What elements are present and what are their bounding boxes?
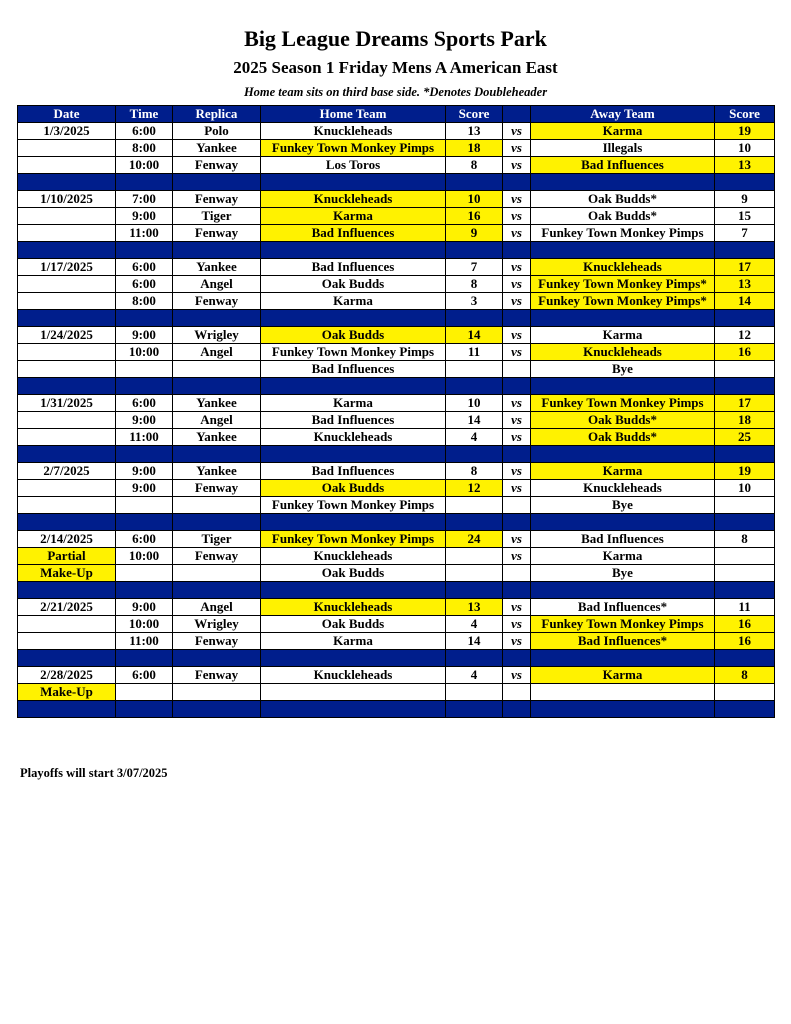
time-cell: [116, 497, 173, 514]
time-cell: 10:00: [116, 548, 173, 565]
away-team-cell: Funkey Town Monkey Pimps: [531, 395, 715, 412]
away-team-cell: Karma: [531, 667, 715, 684]
away-score-cell: 8: [715, 531, 775, 548]
game-row: [18, 191, 775, 208]
vs-cell: [503, 497, 531, 514]
home-score-cell: 10: [446, 191, 503, 208]
away-score-cell: 19: [715, 463, 775, 480]
home-team-cell: Knuckleheads: [261, 191, 446, 208]
date-cell: Partial: [18, 548, 116, 565]
home-team-cell: Funkey Town Monkey Pimps: [261, 497, 446, 514]
home-score-cell: [446, 548, 503, 565]
game-row: [18, 412, 775, 429]
game-row: [18, 633, 775, 650]
replica-cell: [173, 497, 261, 514]
home-score-cell: 4: [446, 429, 503, 446]
game-row: [18, 344, 775, 361]
vs-cell: vs: [503, 633, 531, 650]
date-cell: [18, 633, 116, 650]
replica-cell: Fenway: [173, 293, 261, 310]
game-row: [18, 599, 775, 616]
home-score-cell: 14: [446, 412, 503, 429]
date-cell: [18, 276, 116, 293]
replica-cell: Tiger: [173, 208, 261, 225]
date-cell: 1/17/2025: [18, 259, 116, 276]
date-cell: [18, 412, 116, 429]
home-score-cell: 7: [446, 259, 503, 276]
home-team-cell: Bad Influences: [261, 225, 446, 242]
away-team-cell: Bad Influences: [531, 531, 715, 548]
home-score-cell: 10: [446, 395, 503, 412]
time-cell: 9:00: [116, 327, 173, 344]
game-row: [18, 327, 775, 344]
home-team-cell: [261, 684, 446, 701]
replica-cell: [173, 361, 261, 378]
away-score-cell: 13: [715, 157, 775, 174]
away-score-cell: 19: [715, 123, 775, 140]
header-home-score: Score: [446, 106, 503, 123]
header-time: Time: [116, 106, 173, 123]
away-score-cell: 13: [715, 276, 775, 293]
date-cell: 1/3/2025: [18, 123, 116, 140]
header-replica: Replica: [173, 106, 261, 123]
game-row: [18, 463, 775, 480]
away-score-cell: 16: [715, 344, 775, 361]
away-team-cell: Bye: [531, 565, 715, 582]
away-team-cell: Funkey Town Monkey Pimps: [531, 225, 715, 242]
date-cell: [18, 616, 116, 633]
vs-cell: vs: [503, 191, 531, 208]
away-team-cell: Karma: [531, 463, 715, 480]
week-separator: [18, 514, 775, 531]
date-cell: 2/21/2025: [18, 599, 116, 616]
game-row: [18, 123, 775, 140]
time-cell: 11:00: [116, 429, 173, 446]
date-cell: [18, 208, 116, 225]
away-score-cell: 12: [715, 327, 775, 344]
header-home-team: Home Team: [261, 106, 446, 123]
away-team-cell: Karma: [531, 123, 715, 140]
schedule-note: Home team sits on third base side. *Denotes Doubleheader: [243, 85, 548, 99]
replica-cell: [173, 684, 261, 701]
home-score-cell: 13: [446, 599, 503, 616]
date-cell: [18, 140, 116, 157]
week-separator: [18, 242, 775, 259]
home-score-cell: 8: [446, 276, 503, 293]
away-team-cell: Funkey Town Monkey Pimps*: [531, 276, 715, 293]
home-score-cell: 11: [446, 344, 503, 361]
home-team-cell: Oak Budds: [261, 480, 446, 497]
home-score-cell: 4: [446, 667, 503, 684]
vs-cell: vs: [503, 412, 531, 429]
date-cell: Make-Up: [18, 684, 116, 701]
date-cell: [18, 480, 116, 497]
vs-cell: vs: [503, 395, 531, 412]
replica-cell: Fenway: [173, 548, 261, 565]
time-cell: [116, 684, 173, 701]
home-team-cell: Bad Influences: [261, 412, 446, 429]
away-team-cell: Knuckleheads: [531, 344, 715, 361]
home-score-cell: 18: [446, 140, 503, 157]
away-team-cell: Bye: [531, 361, 715, 378]
game-row: [18, 667, 775, 684]
away-team-cell: Bye: [531, 497, 715, 514]
home-score-cell: [446, 361, 503, 378]
vs-cell: vs: [503, 531, 531, 548]
game-row: [18, 395, 775, 412]
week-separator: [18, 378, 775, 395]
away-team-cell: Funkey Town Monkey Pimps: [531, 616, 715, 633]
game-row: [18, 429, 775, 446]
away-score-cell: 9: [715, 191, 775, 208]
home-team-cell: Funkey Town Monkey Pimps: [261, 140, 446, 157]
vs-cell: vs: [503, 276, 531, 293]
week-separator: [18, 174, 775, 191]
away-score-cell: [715, 565, 775, 582]
game-row: [18, 684, 775, 701]
home-score-cell: 8: [446, 463, 503, 480]
date-cell: [18, 293, 116, 310]
vs-cell: vs: [503, 429, 531, 446]
game-row: [18, 140, 775, 157]
away-score-cell: [715, 361, 775, 378]
header-vs: [503, 106, 531, 123]
game-row: [18, 480, 775, 497]
game-row: [18, 259, 775, 276]
time-cell: 7:00: [116, 191, 173, 208]
time-cell: 11:00: [116, 633, 173, 650]
away-team-cell: Funkey Town Monkey Pimps*: [531, 293, 715, 310]
home-score-cell: 16: [446, 208, 503, 225]
replica-cell: Fenway: [173, 667, 261, 684]
home-score-cell: [446, 565, 503, 582]
home-team-cell: Funkey Town Monkey Pimps: [261, 344, 446, 361]
schedule-table: [17, 105, 775, 718]
time-cell: 9:00: [116, 599, 173, 616]
game-row: [18, 361, 775, 378]
replica-cell: Fenway: [173, 480, 261, 497]
game-row: [18, 157, 775, 174]
week-separator: [18, 310, 775, 327]
home-score-cell: 4: [446, 616, 503, 633]
week-separator: [18, 582, 775, 599]
time-cell: 6:00: [116, 259, 173, 276]
time-cell: 9:00: [116, 208, 173, 225]
replica-cell: Yankee: [173, 463, 261, 480]
page-subtitle: 2025 Season 1 Friday Mens A American East: [233, 58, 558, 77]
time-cell: 11:00: [116, 225, 173, 242]
home-score-cell: 9: [446, 225, 503, 242]
page-title: Big League Dreams Sports Park: [244, 26, 547, 51]
away-team-cell: Bad Influences*: [531, 633, 715, 650]
away-score-cell: 16: [715, 633, 775, 650]
header-away-score: Score: [715, 106, 775, 123]
home-team-cell: Bad Influences: [261, 259, 446, 276]
replica-cell: Fenway: [173, 191, 261, 208]
time-cell: 6:00: [116, 531, 173, 548]
header-date: Date: [18, 106, 116, 123]
away-score-cell: 11: [715, 599, 775, 616]
home-score-cell: [446, 497, 503, 514]
time-cell: 10:00: [116, 616, 173, 633]
home-team-cell: Oak Budds: [261, 616, 446, 633]
time-cell: [116, 565, 173, 582]
date-cell: Make-Up: [18, 565, 116, 582]
replica-cell: [173, 565, 261, 582]
away-score-cell: [715, 497, 775, 514]
replica-cell: Wrigley: [173, 616, 261, 633]
home-score-cell: 14: [446, 327, 503, 344]
game-row: [18, 565, 775, 582]
home-score-cell: 14: [446, 633, 503, 650]
home-team-cell: Karma: [261, 293, 446, 310]
home-team-cell: Oak Budds: [261, 565, 446, 582]
away-team-cell: Karma: [531, 548, 715, 565]
time-cell: 9:00: [116, 463, 173, 480]
away-score-cell: 14: [715, 293, 775, 310]
vs-cell: vs: [503, 616, 531, 633]
away-score-cell: 25: [715, 429, 775, 446]
date-cell: 2/7/2025: [18, 463, 116, 480]
game-row: [18, 276, 775, 293]
away-team-cell: Knuckleheads: [531, 480, 715, 497]
home-team-cell: Karma: [261, 633, 446, 650]
home-team-cell: Knuckleheads: [261, 599, 446, 616]
home-team-cell: Karma: [261, 395, 446, 412]
replica-cell: Wrigley: [173, 327, 261, 344]
away-score-cell: 18: [715, 412, 775, 429]
vs-cell: vs: [503, 123, 531, 140]
home-score-cell: 24: [446, 531, 503, 548]
vs-cell: vs: [503, 225, 531, 242]
home-team-cell: Los Toros: [261, 157, 446, 174]
home-score-cell: 12: [446, 480, 503, 497]
away-score-cell: [715, 548, 775, 565]
vs-cell: vs: [503, 157, 531, 174]
header-row: [18, 106, 775, 123]
replica-cell: Polo: [173, 123, 261, 140]
home-team-cell: Oak Budds: [261, 327, 446, 344]
date-cell: 1/24/2025: [18, 327, 116, 344]
away-score-cell: 10: [715, 140, 775, 157]
week-separator: [18, 446, 775, 463]
home-team-cell: Karma: [261, 208, 446, 225]
away-team-cell: Karma: [531, 327, 715, 344]
away-team-cell: Oak Budds*: [531, 429, 715, 446]
week-separator: [18, 650, 775, 667]
away-team-cell: Oak Budds*: [531, 191, 715, 208]
home-score-cell: 13: [446, 123, 503, 140]
home-team-cell: Funkey Town Monkey Pimps: [261, 531, 446, 548]
home-team-cell: Knuckleheads: [261, 123, 446, 140]
week-separator: [18, 701, 775, 718]
away-score-cell: 7: [715, 225, 775, 242]
time-cell: 10:00: [116, 344, 173, 361]
game-row: [18, 225, 775, 242]
replica-cell: Angel: [173, 276, 261, 293]
time-cell: 6:00: [116, 395, 173, 412]
date-cell: 1/10/2025: [18, 191, 116, 208]
vs-cell: vs: [503, 344, 531, 361]
game-row: [18, 497, 775, 514]
date-cell: [18, 157, 116, 174]
vs-cell: [503, 361, 531, 378]
home-team-cell: Oak Budds: [261, 276, 446, 293]
away-team-cell: Knuckleheads: [531, 259, 715, 276]
game-row: [18, 208, 775, 225]
game-row: [18, 293, 775, 310]
home-score-cell: 8: [446, 157, 503, 174]
replica-cell: Angel: [173, 599, 261, 616]
vs-cell: vs: [503, 293, 531, 310]
replica-cell: Tiger: [173, 531, 261, 548]
time-cell: 6:00: [116, 276, 173, 293]
time-cell: 9:00: [116, 412, 173, 429]
replica-cell: Fenway: [173, 225, 261, 242]
time-cell: 6:00: [116, 667, 173, 684]
home-score-cell: [446, 684, 503, 701]
time-cell: 9:00: [116, 480, 173, 497]
time-cell: [116, 361, 173, 378]
date-cell: [18, 429, 116, 446]
date-cell: [18, 361, 116, 378]
vs-cell: vs: [503, 140, 531, 157]
away-score-cell: 10: [715, 480, 775, 497]
vs-cell: [503, 565, 531, 582]
time-cell: 6:00: [116, 123, 173, 140]
replica-cell: Fenway: [173, 633, 261, 650]
game-row: [18, 548, 775, 565]
replica-cell: Angel: [173, 344, 261, 361]
replica-cell: Yankee: [173, 429, 261, 446]
date-cell: 2/14/2025: [18, 531, 116, 548]
away-team-cell: Oak Budds*: [531, 412, 715, 429]
home-team-cell: Bad Influences: [261, 463, 446, 480]
vs-cell: vs: [503, 327, 531, 344]
game-row: [18, 531, 775, 548]
vs-cell: vs: [503, 259, 531, 276]
vs-cell: vs: [503, 480, 531, 497]
date-cell: [18, 344, 116, 361]
replica-cell: Yankee: [173, 395, 261, 412]
vs-cell: vs: [503, 463, 531, 480]
date-cell: [18, 225, 116, 242]
home-team-cell: Bad Influences: [261, 361, 446, 378]
away-team-cell: Oak Budds*: [531, 208, 715, 225]
home-team-cell: Knuckleheads: [261, 429, 446, 446]
time-cell: 8:00: [116, 140, 173, 157]
date-cell: 2/28/2025: [18, 667, 116, 684]
replica-cell: Yankee: [173, 259, 261, 276]
away-team-cell: [531, 684, 715, 701]
replica-cell: Angel: [173, 412, 261, 429]
header-away-team: Away Team: [531, 106, 715, 123]
time-cell: 8:00: [116, 293, 173, 310]
home-team-cell: Knuckleheads: [261, 548, 446, 565]
schedule-body: [18, 123, 775, 718]
replica-cell: Yankee: [173, 140, 261, 157]
away-score-cell: 8: [715, 667, 775, 684]
vs-cell: [503, 684, 531, 701]
home-team-cell: Knuckleheads: [261, 667, 446, 684]
date-cell: [18, 497, 116, 514]
date-cell: 1/31/2025: [18, 395, 116, 412]
vs-cell: vs: [503, 667, 531, 684]
away-score-cell: 17: [715, 259, 775, 276]
replica-cell: Fenway: [173, 157, 261, 174]
time-cell: 10:00: [116, 157, 173, 174]
away-team-cell: Bad Influences: [531, 157, 715, 174]
away-score-cell: 16: [715, 616, 775, 633]
vs-cell: vs: [503, 548, 531, 565]
vs-cell: vs: [503, 599, 531, 616]
game-row: [18, 616, 775, 633]
playoffs-note: Playoffs will start 3/07/2025: [20, 766, 168, 780]
away-team-cell: Bad Influences*: [531, 599, 715, 616]
away-team-cell: Illegals: [531, 140, 715, 157]
away-score-cell: 17: [715, 395, 775, 412]
away-score-cell: [715, 684, 775, 701]
vs-cell: vs: [503, 208, 531, 225]
away-score-cell: 15: [715, 208, 775, 225]
home-score-cell: 3: [446, 293, 503, 310]
